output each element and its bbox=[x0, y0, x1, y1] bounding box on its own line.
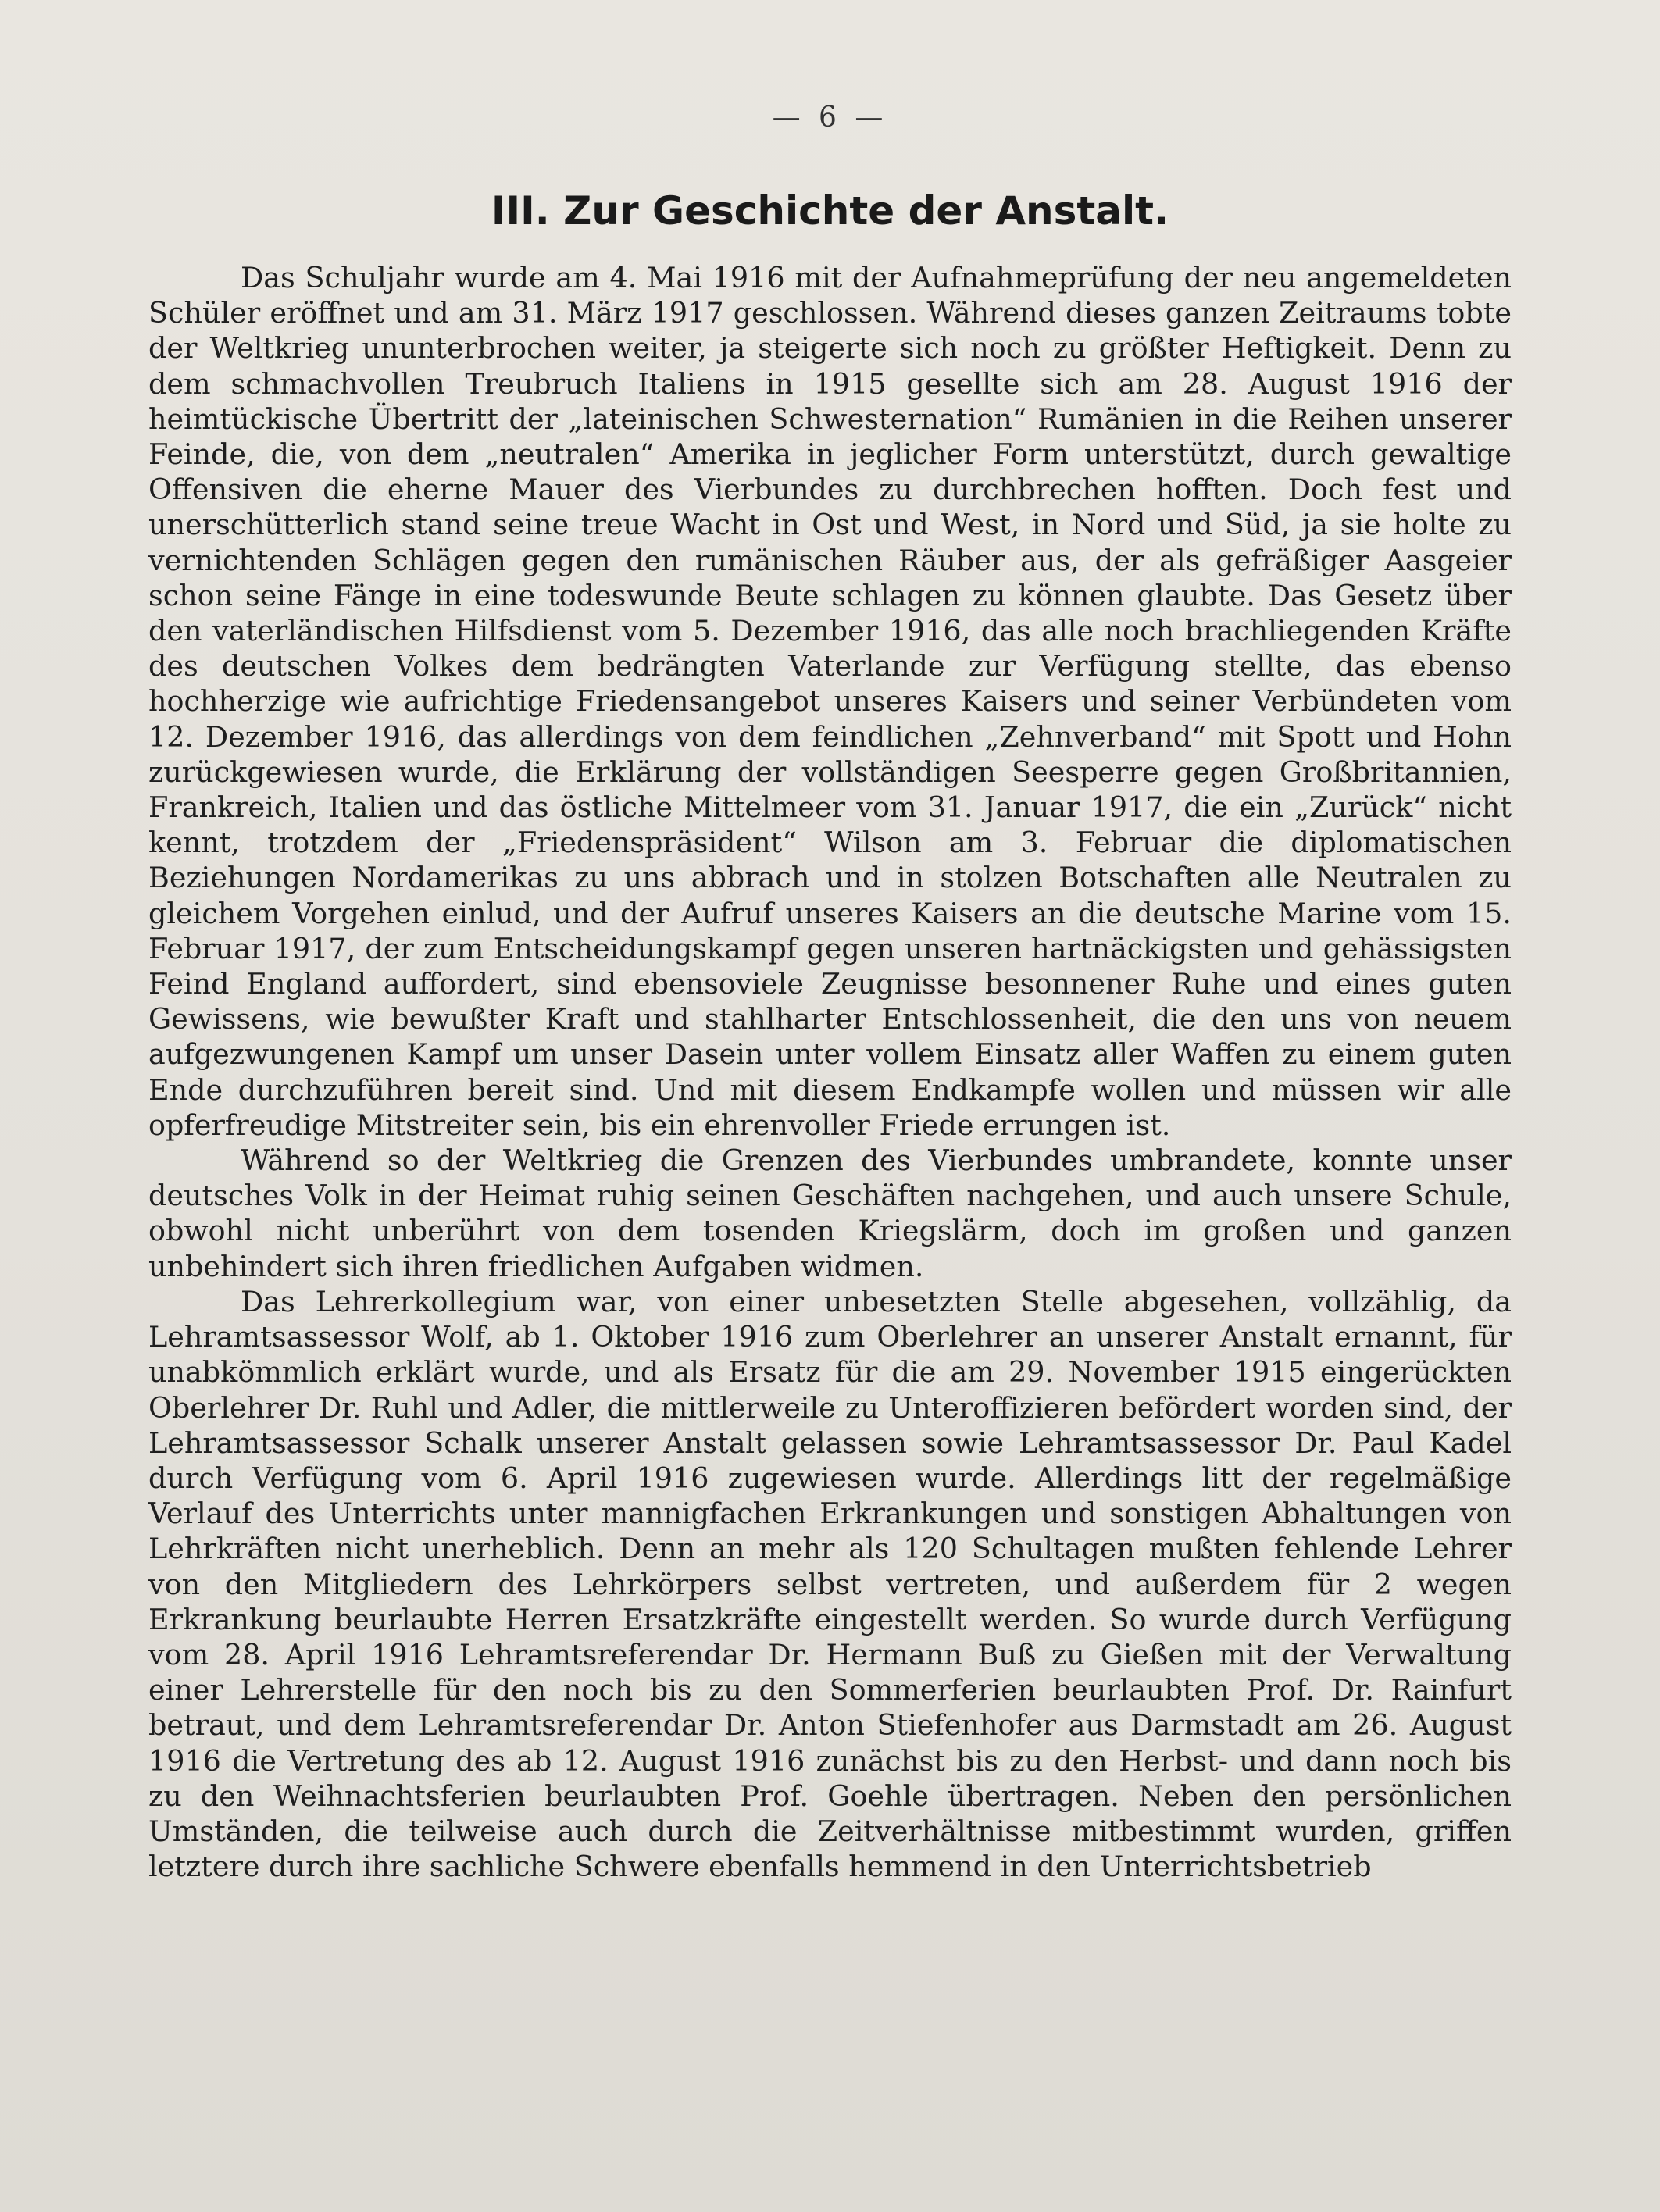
page-number: — 6 — bbox=[772, 102, 888, 134]
paragraph-2: Während so der Weltkrieg die Grenzen des Vierbundes umbrandete, konnte unser deutsches Volk in der Heimat ruhig seinen Geschäften nachgehen, und auch unsere Schule, obwohl nicht unberührt von dem tosenden Kriegslärm, doch im großen und ganzen unbehindert sich ihren friedlichen Aufgaben widmen. bbox=[148, 1143, 1512, 1283]
paragraph-1: Das Schuljahr wurde am 4. Mai 1916 mit der Aufnahmeprüfung der neu angemeldeten Schüler eröffnet und am 31. März 1917 geschlossen. Während dieses ganzen Zeitraums tobte der Weltkrieg ununterbrochen weiter, ja steigerte sich noch zu größter Heftigkeit. Denn zu dem schmachvollen Treubruch Italiens in 1915 gesellte sich am 28. August 1916 der heimtückische Übertritt der „lateinischen Schwesternation“ Rumänien in die Reihen unserer Feinde, die, von dem „neutralen“ Amerika in jeglicher Form unterstützt, durch gewaltige Offensiven die eherne Mauer des Vierbundes zu durchbrechen hofften. Doch fest und unerschütterlich stand seine treue Wacht in Ost und West, in Nord und Süd, ja sie holte zu vernichtenden Schlägen gegen den rumänischen Räuber aus, der als gefräßiger Aasgeier schon seine Fänge in eine todeswunde Beute schlagen zu können glaubte. Das Gesetz über den vaterländischen Hilfsdienst vom 5. Dezember 1916, das alle noch brachliegenden Kräfte des deutschen Volkes dem bedrängten Vaterlande zur Verfügung stellte, das ebenso hochherzige wie aufrichtige Friedensangebot unseres Kaisers und seiner Verbündeten vom 12. Dezember 1916, das allerdings von dem feindlichen „Zehnverband“ mit Spott und Hohn zurückgewiesen wurde, die Erklärung der vollständigen Seesperre gegen Großbritannien, Frankreich, Italien und das östliche Mittelmeer vom 31. Januar 1917, die ein „Zurück“ nicht kennt, trotzdem der „Friedenspräsident“ Wilson am 3. Februar die diplomatischen Beziehungen Nordamerikas zu uns abbrach und in stolzen Botschaften alle Neutralen zu gleichem Vorgehen einlud, und der Aufruf unseres Kaisers an die deutsche Marine vom 15. Februar 1917, der zum Entscheidungskampf gegen unseren hartnäckigsten und gehässigsten Feind England auffordert, sind ebensoviele Zeugnisse besonnener Ruhe und eines guten Gewissens, wie bewußter Kraft und stahlharter Entschlossenheit, die den uns von neuem aufgezwungenen Kampf um unser Dasein unter vollem Einsatz aller Waffen zu einem guten Ende durchzuführen bereit sind. Und mit diesem Endkampfe wollen und müssen wir alle opferfreudige Mitstreiter sein, bis ein ehrenvoller Friede errungen ist. bbox=[148, 261, 1512, 1142]
page-content bbox=[148, 102, 1512, 1884]
paragraph-3: Das Lehrerkollegium war, von einer unbesetzten Stelle abgesehen, vollzählig, da Lehramtsassessor Wolf, ab 1. Oktober 1916 zum Oberlehrer an unserer Anstalt ernannt, für unabkömmlich erklärt wurde, und als Ersatz für die am 29. November 1915 eingerückten Oberlehrer Dr. Ruhl und Adler, die mittlerweile zu Unteroffizieren befördert worden sind, der Lehramtsassessor Schalk unserer Anstalt gelassen sowie Lehramtsassessor Dr. Paul Kadel durch Verfügung vom 6. April 1916 zugewiesen wurde. Allerdings litt der regelmäßige Verlauf des Unterrichts unter mannigfachen Erkrankungen und sonstigen Abhaltungen von Lehrkräften nicht unerheblich. Denn an mehr als 120 Schultagen mußten fehlende Lehrer von den Mitgliedern des Lehrkörpers selbst vertreten, und außerdem für 2 wegen Erkrankung beurlaubte Herren Ersatzkräfte eingestellt werden. So wurde durch Verfügung vom 28. April 1916 Lehramtsreferendar Dr. Hermann Buß zu Gießen mit der Verwaltung einer Lehrerstelle für den noch bis zu den Sommerferien beurlaubten Prof. Dr. Rainfurt betraut, und dem Lehramtsreferendar Dr. Anton Stiefenhofer aus Darmstadt am 26. August 1916 die Vertretung des ab 12. August 1916 zunächst bis zu den Herbst- und dann noch bis zu den Weihnachtsferien beurlaubten Prof. Goehle übertragen. Neben den persönlichen Umständen, die teilweise auch durch die Zeitverhältnisse mitbestimmt wurden, griffen letztere durch ihre sachliche Schwere ebenfalls hemmend in den Unterrichtsbetrieb bbox=[148, 1284, 1512, 1884]
section-title: III. Zur Geschichte der Anstalt. bbox=[491, 188, 1169, 234]
